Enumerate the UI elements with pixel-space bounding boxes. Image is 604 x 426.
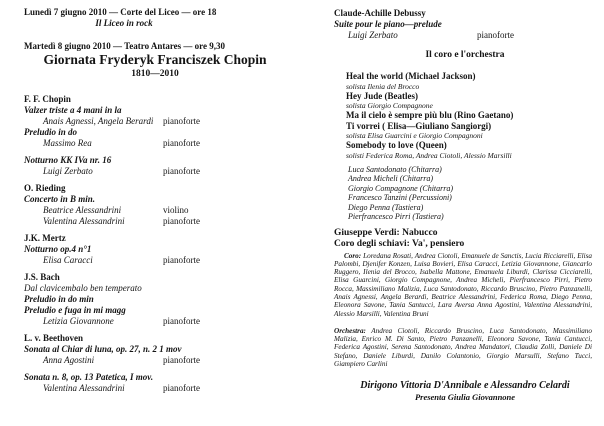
work-title: Preludio in do min (24, 294, 94, 304)
instrument-label: pianoforte (163, 255, 200, 265)
program-group (24, 333, 286, 366)
band-member: Andrea Micheli (Chitarra) (348, 174, 434, 183)
performance-row (24, 355, 286, 366)
composer-name: J.K. Mertz (24, 233, 66, 243)
band-member: Francesco Tanzini (Percussioni) (348, 193, 452, 202)
song-title: Ti vorrei ( Elisa—Giuliano Sangiorgi) (346, 120, 492, 131)
program-group (24, 94, 286, 149)
song-list (334, 71, 596, 160)
orchestra-roster-names: Andrea Ciotoli, Riccardo Bruscino, Luca Santodonato, Massimiliano Malizia, Enrico M. Di Santo, Pietro Panzanelli, Eleonora Savone, Tania Cantucci, Federica Agostini, Serena Santodonato, Andrea Mandatori, Claudia Zolli, Daniele Di Stefano, Daniele Liburdi, Danilo Colantonio, Giorgio Marsulli, Stefano Tucci, Giampiero Carlini (334, 326, 592, 369)
composer-name: J.S. Bach (24, 272, 60, 282)
performer-name: Valentina Alessandrini (43, 216, 125, 226)
performance-row (24, 116, 286, 127)
event-date-line: Lunedì 7 giugno 2010 — Corte del Liceo — ore 18 (24, 7, 217, 17)
chorus-title: Coro degli schiavi: Va', pensiero (334, 239, 465, 249)
band-member: Luca Santodonato (Chitarra) (348, 164, 442, 174)
performance-row (24, 138, 286, 149)
composer-name: F. F. Chopin (24, 94, 71, 104)
work-title: Suite pour le piano—prelude (334, 19, 442, 29)
work-title: Preludio e fuga in mi magg (24, 305, 126, 315)
conductors-line: Dirigono Vittoria D'Annibale e Alessandro Celardi (360, 380, 570, 392)
event-main-title: Giornata Fryderyk Franciszek Chopin (43, 52, 267, 67)
section-heading-coro-orchestra: Il coro e l'orchestra (425, 50, 505, 60)
song-title: Hey Jude (Beatles) (346, 90, 418, 101)
work-title: Notturno op.4 n°1 (24, 244, 92, 254)
work-title: Concerto in B min. (24, 194, 96, 204)
composer-name: O. Rieding (24, 183, 66, 193)
performer-name: Luigi Zerbato (43, 166, 93, 176)
instrument-label: violino (163, 205, 189, 215)
instrument-label: pianoforte (163, 383, 200, 393)
performer-name: Valentina Alessandrini (43, 383, 125, 393)
song-title: Ma il cielo è sempre più blu (Rino Gaetano) (346, 110, 514, 120)
performance-row (334, 30, 596, 41)
footer-block (334, 379, 596, 403)
choir-roster-label: Coro: (344, 251, 362, 260)
instrument-label: pianoforte (163, 116, 200, 126)
performance-row (24, 383, 286, 394)
verdi-block (334, 228, 596, 251)
performance-row (24, 205, 286, 216)
performer-name: Luigi Zerbato (348, 30, 398, 40)
choir-roster-names: Loredana Rosati, Andrea Ciotoli, Emanuele de Sanctis, Lucia Ricciarelli, Elisa Palombi, Djenifer Konzen, Luisa Bovieri, Elisa Caracci, Letizia Giovannone, Giancarlo Ruggero, Ilenia del Brocco, Isabella Mattone, Emanuela Liburdi, Clarissa Cicciarelli, Elisa Guarcini, Giorgio Compagnone, Andrea Micheli, Pierfrancesco Pirri, Pietro Rocca, Massimiliano Malizia, Luca Santodonato, Riccardo Bruscino, Pietro Panzanelli, Anais Agnessi, Angela Berardi, Beatrice Alessandrini, Federica Roma, Diego Penna, Eleonora Savone, Tania Santucci, Lara Aversa Anna Agostini, Valentina Alessandrini, Alessio Marsilli, Valentina Bruni (334, 251, 592, 318)
band-member: Giorgio Compagnone (Chitarra) (348, 183, 454, 193)
band-member: Diego Penna (Tastiera) (348, 202, 424, 212)
program-group (24, 272, 286, 327)
performer-name: Massimo Rea (43, 138, 92, 148)
performance-row (24, 316, 286, 327)
performance-row (24, 216, 286, 227)
event-block-chopin-day (24, 41, 286, 80)
event-years: 1810—2010 (131, 69, 179, 79)
band-member: Pierfrancesco Pirri (Tastiera) (348, 212, 444, 221)
composer-name: Claude-Achille Debussy (334, 8, 426, 18)
work-title: Valzer triste a 4 mani in la (24, 105, 122, 115)
program-group (334, 8, 596, 41)
orchestra-roster-label: Orchestra: (334, 326, 366, 335)
song-title: Heal the world (Michael Jackson) (346, 71, 476, 81)
event-date-line: Martedì 8 giugno 2010 — Teatro Antares — ore 9,30 (24, 41, 225, 51)
soloist-line: solista Giorgio Compagnone (346, 101, 433, 110)
performer-name: Elisa Caracci (43, 255, 93, 265)
presenter-line: Presenta Giulia Giovannone (414, 392, 516, 403)
instrument-label: pianoforte (163, 316, 200, 326)
performer-name: Anais Agnessi, Angela Berardi (43, 116, 154, 126)
choir-roster (334, 252, 592, 318)
instrument-label: pianoforte (163, 216, 200, 226)
program-group (24, 372, 286, 394)
work-title: Sonata al Chiar di luna, op. 27, n. 2 1 mov (24, 344, 182, 354)
event-block-liceo-in-rock (24, 7, 286, 29)
soloist-line: solisti Federica Roma, Andrea Ciotoli, Alessio Marsilli (346, 150, 512, 160)
instrument-label: pianoforte (163, 166, 200, 176)
program-group (24, 155, 286, 177)
program-group (24, 233, 286, 266)
performer-name: Letizia Giovannone (43, 316, 114, 326)
work-title: Sonata n. 8, op. 13 Patetica, I mov. (24, 372, 154, 382)
left-column (24, 7, 286, 400)
right-column (334, 8, 596, 403)
opera-title: Giuseppe Verdi: Nabucco (334, 227, 438, 238)
orchestra-roster (334, 327, 592, 368)
performer-name: Anna Agostini (43, 355, 95, 365)
soloist-line: solista Elisa Guarcini e Giorgio Compagnoni (346, 131, 483, 140)
instrument-label: pianoforte (477, 30, 514, 40)
work-title: Notturno KK IVa nr. 16 (24, 155, 112, 165)
event-subtitle: Il Liceo in rock (95, 18, 153, 28)
work-collection-note: Dal clavicembalo ben temperato (24, 283, 142, 293)
song-title: Somebody to love (Queen) (346, 140, 447, 150)
program-group (24, 183, 286, 227)
composer-name: L. v. Beethoven (24, 333, 84, 343)
soloist-line: solista Ilenia del Brocco (346, 81, 420, 91)
performer-name: Beatrice Alessandrini (43, 205, 122, 215)
instrument-label: pianoforte (163, 355, 200, 365)
work-title: Preludio in do (24, 127, 78, 137)
band-member-list (334, 165, 596, 222)
instrument-label: pianoforte (163, 138, 200, 148)
performance-row (24, 166, 286, 177)
performance-row (24, 255, 286, 266)
